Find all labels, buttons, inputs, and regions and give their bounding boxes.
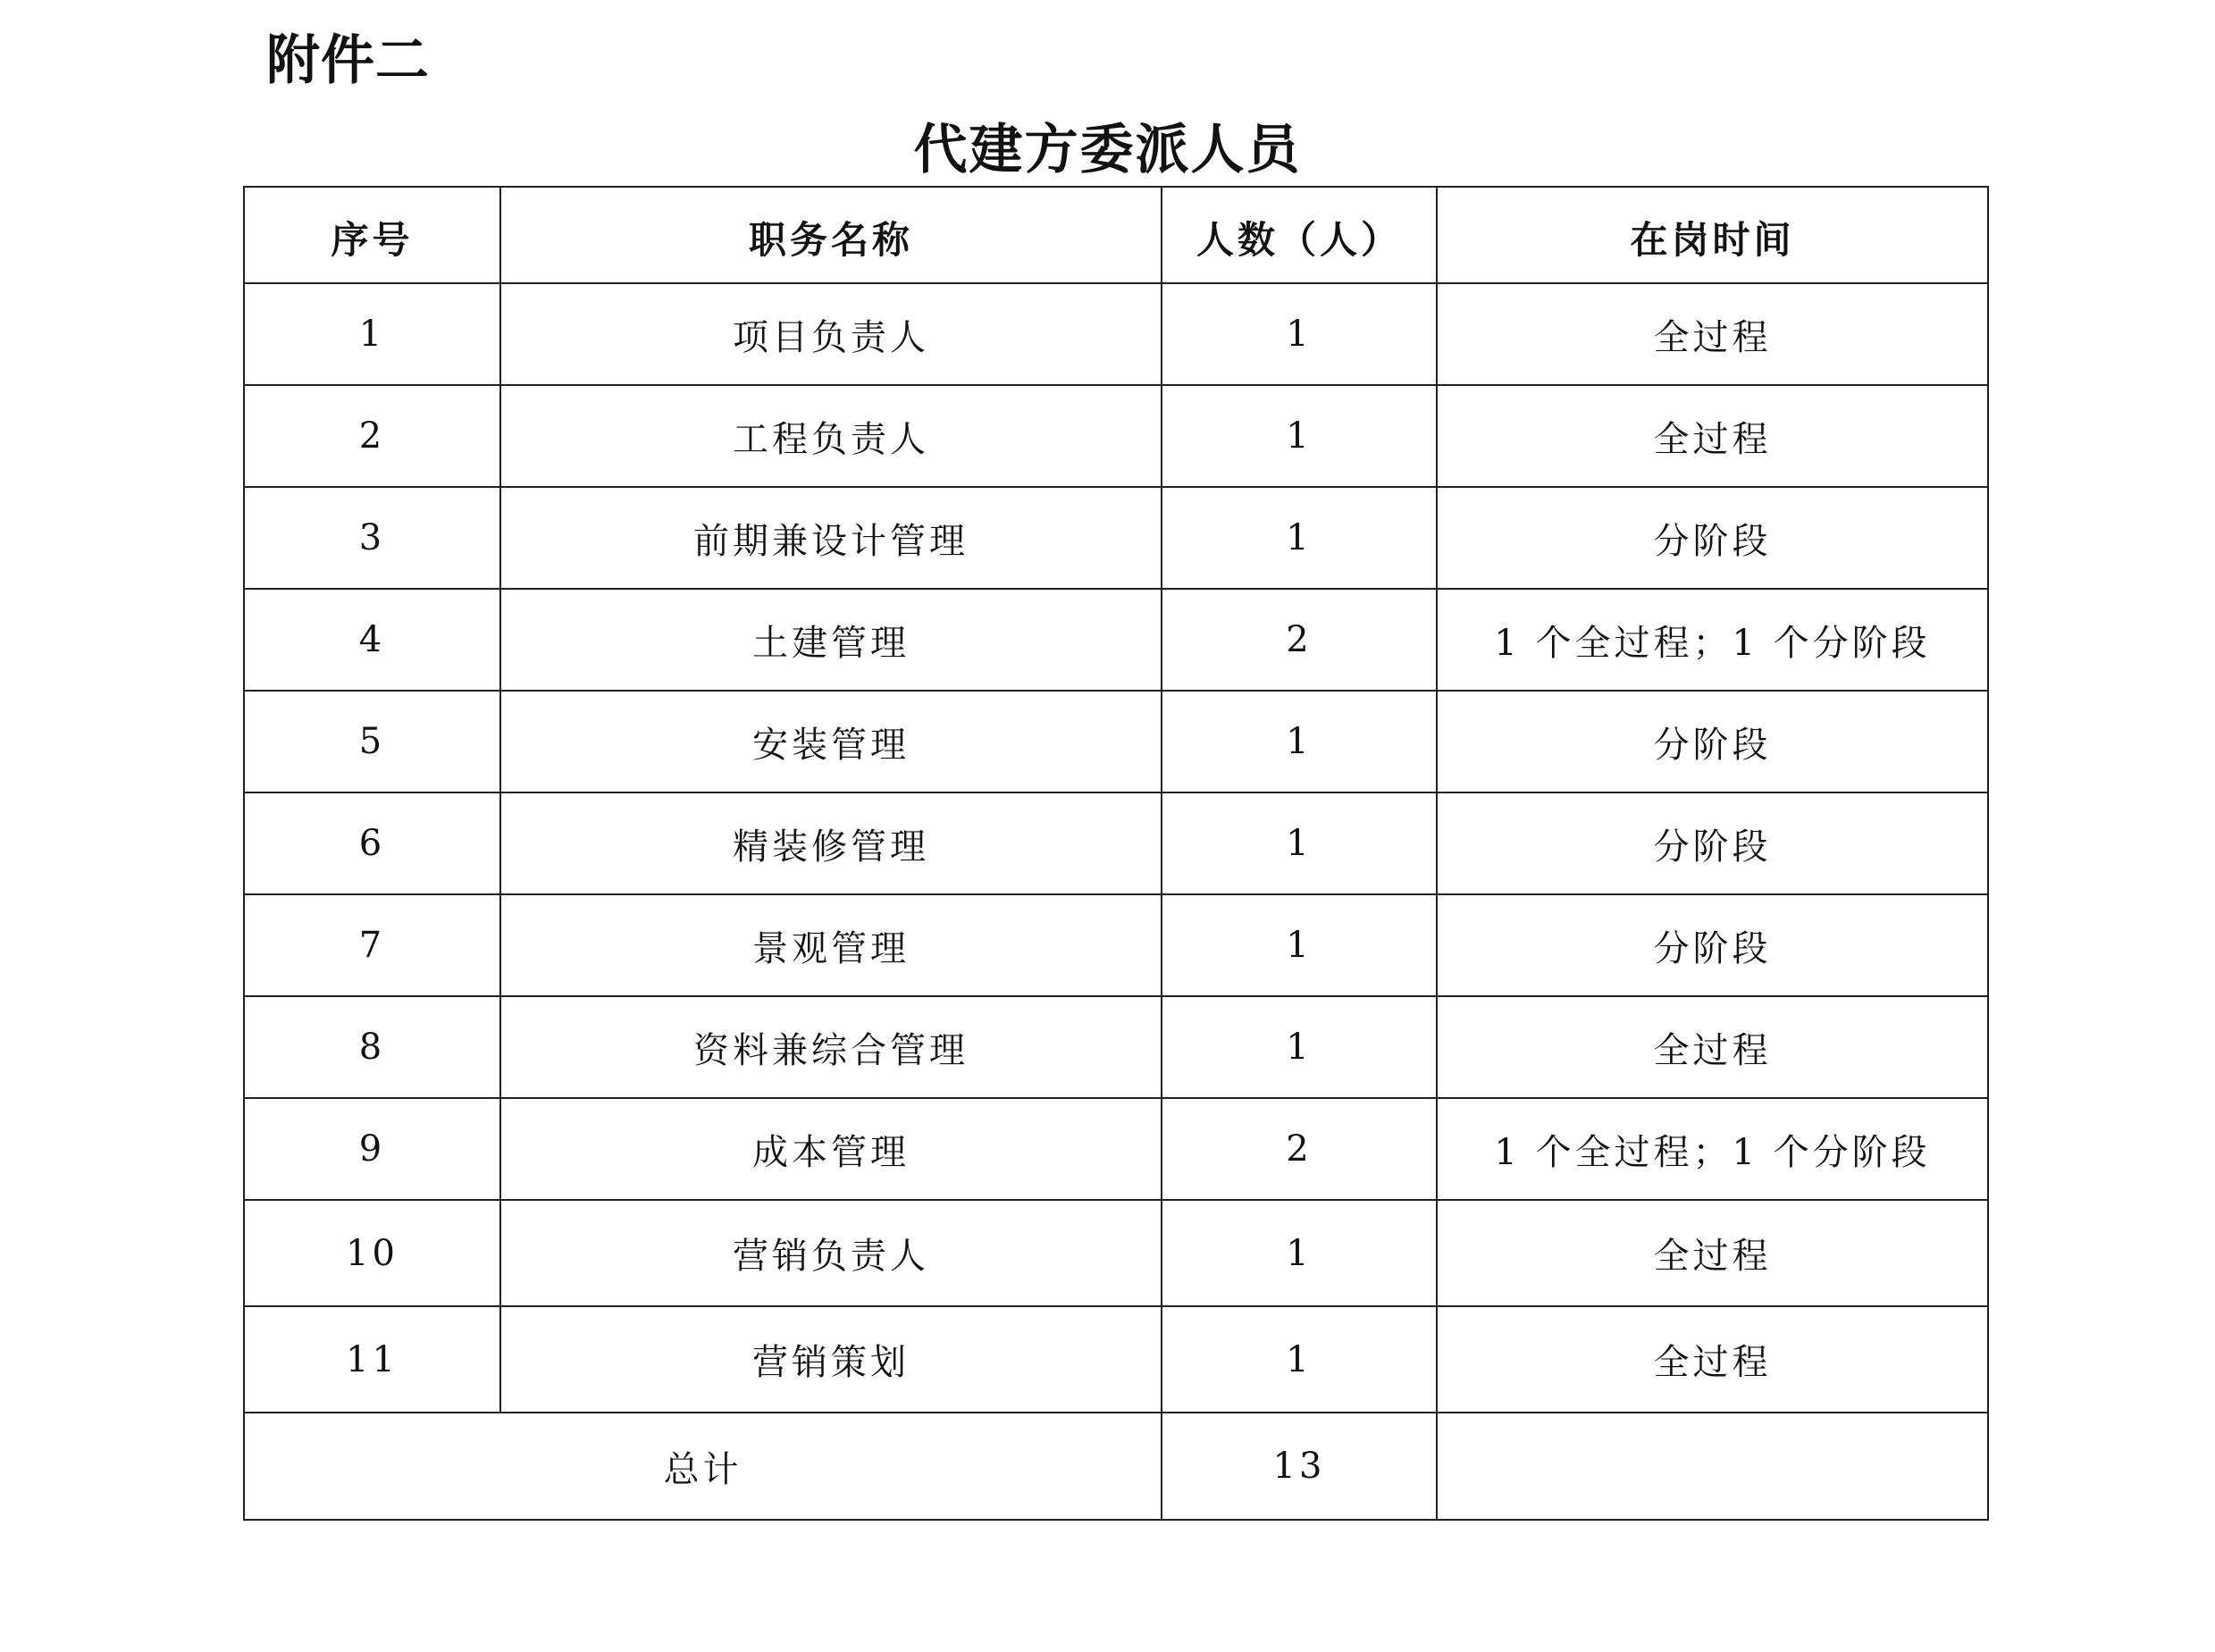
cell-headcount: 1 (1162, 996, 1437, 1098)
cell-on-duty-period: 分阶段 (1437, 894, 1988, 996)
cell-on-duty-period: 分阶段 (1437, 792, 1988, 894)
document-title: 代建方委派人员 (913, 119, 1302, 181)
cell-headcount: 1 (1162, 1200, 1437, 1306)
table-row (244, 894, 1988, 996)
cell-position-name: 精装修管理 (500, 792, 1162, 894)
cell-serial-number: 3 (244, 487, 500, 589)
table-row (244, 1200, 1988, 1306)
cell-on-duty-period: 全过程 (1437, 283, 1988, 385)
total-headcount: 13 (1162, 1413, 1437, 1520)
cell-headcount: 1 (1162, 792, 1437, 894)
table-row (244, 283, 1988, 385)
cell-position-name: 土建管理 (500, 589, 1162, 691)
cell-headcount: 2 (1162, 589, 1437, 691)
cell-position-name: 营销负责人 (500, 1200, 1162, 1306)
total-label: 总计 (244, 1413, 1162, 1520)
header-serial-number: 序号 (244, 187, 500, 283)
cell-headcount: 1 (1162, 894, 1437, 996)
cell-position-name: 前期兼设计管理 (500, 487, 1162, 589)
cell-on-duty-period: 分阶段 (1437, 691, 1988, 792)
cell-serial-number: 1 (244, 283, 500, 385)
table-row (244, 589, 1988, 691)
cell-headcount: 1 (1162, 1306, 1437, 1413)
cell-serial-number: 2 (244, 385, 500, 487)
table-row (244, 996, 1988, 1098)
cell-serial-number: 8 (244, 996, 500, 1098)
table-row (244, 1098, 1988, 1200)
table-row (244, 487, 1988, 589)
cell-on-duty-period: 全过程 (1437, 385, 1988, 487)
cell-position-name: 营销策划 (500, 1306, 1162, 1413)
staff-table (243, 186, 1989, 1521)
header-on-duty-period: 在岗时间 (1437, 187, 1988, 283)
cell-on-duty-period: 全过程 (1437, 1306, 1988, 1413)
cell-serial-number: 5 (244, 691, 500, 792)
table-row (244, 792, 1988, 894)
cell-headcount: 1 (1162, 283, 1437, 385)
table-row (244, 1306, 1988, 1413)
cell-on-duty-period: 全过程 (1437, 996, 1988, 1098)
cell-serial-number: 6 (244, 792, 500, 894)
cell-position-name: 安装管理 (500, 691, 1162, 792)
cell-on-duty-period: 全过程 (1437, 1200, 1988, 1306)
cell-position-name: 项目负责人 (500, 283, 1162, 385)
cell-headcount: 2 (1162, 1098, 1437, 1200)
attachment-label: 附件二 (266, 29, 430, 92)
cell-serial-number: 7 (244, 894, 500, 996)
cell-on-duty-period: 分阶段 (1437, 487, 1988, 589)
cell-position-name: 成本管理 (500, 1098, 1162, 1200)
cell-on-duty-period: 1 个全过程；1 个分阶段 (1437, 1098, 1988, 1200)
header-position-name: 职务名称 (500, 187, 1162, 283)
cell-position-name: 资料兼综合管理 (500, 996, 1162, 1098)
cell-serial-number: 9 (244, 1098, 500, 1200)
cell-position-name: 景观管理 (500, 894, 1162, 996)
header-headcount: 人数（人） (1162, 187, 1437, 283)
cell-position-name: 工程负责人 (500, 385, 1162, 487)
total-on-duty-period (1437, 1413, 1988, 1520)
cell-headcount: 1 (1162, 385, 1437, 487)
cell-serial-number: 11 (244, 1306, 500, 1413)
cell-serial-number: 10 (244, 1200, 500, 1306)
total-row (244, 1413, 1988, 1520)
cell-headcount: 1 (1162, 691, 1437, 792)
table-row (244, 385, 1988, 487)
table-header-row (244, 187, 1988, 283)
cell-serial-number: 4 (244, 589, 500, 691)
cell-on-duty-period: 1 个全过程；1 个分阶段 (1437, 589, 1988, 691)
cell-headcount: 1 (1162, 487, 1437, 589)
table-row (244, 691, 1988, 792)
